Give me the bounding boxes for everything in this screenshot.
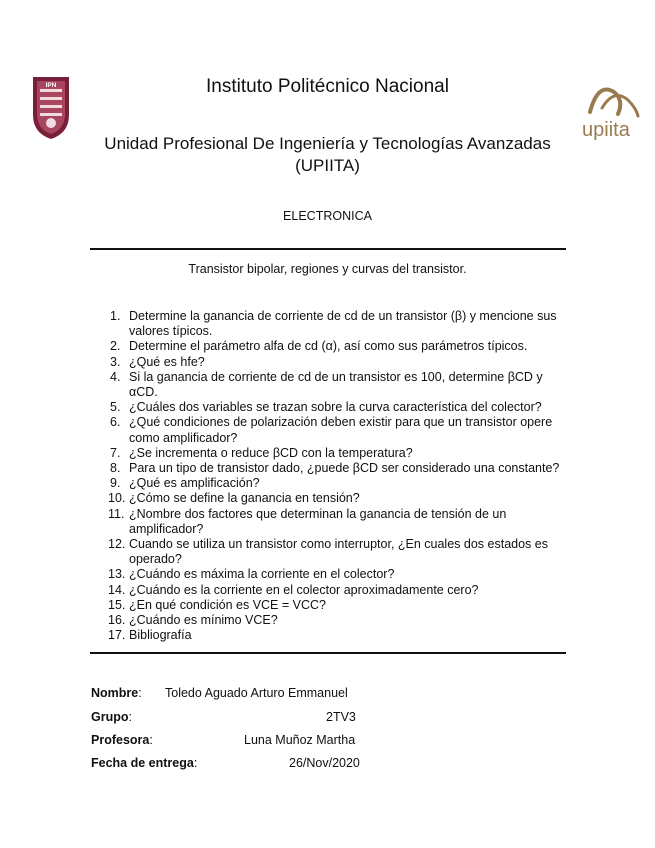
list-item: 17. Bibliografía: [108, 628, 192, 643]
topic-title: Transistor bipolar, regiones y curvas del transistor.: [188, 262, 467, 276]
svg-text:upiita: upiita: [582, 119, 630, 141]
nombre-sep: :: [138, 686, 142, 700]
fecha-sep: :: [193, 756, 198, 770]
question-list: [97, 309, 572, 643]
profesora-value: Luna Muñoz Martha: [244, 733, 356, 747]
list-item: 13. ¿Cuándo es máxima la corriente en el colector?: [108, 567, 395, 582]
list-item: 8. Para un tipo de transistor dado, ¿puede βCD ser considerado una constante?: [110, 461, 560, 476]
unit-title: [0, 133, 655, 177]
profesora-sep: :: [149, 733, 153, 747]
list-item: 10. ¿Cómo se define la ganancia en tensión?: [108, 491, 360, 506]
list-item: 15. ¿En qué condición es VCE = VCC?: [108, 597, 326, 612]
unit-title-line2: (UPIITA): [295, 156, 360, 175]
list-item: 1. Determine la ganancia de corriente de cd de un transistor (β) y mencione sus valores típicos.: [110, 309, 557, 339]
institution-title: Instituto Politécnico Nacional: [206, 76, 449, 97]
unit-title-line1: Unidad Profesional De Ingeniería y Tecnologías Avanzadas: [104, 134, 551, 153]
list-item: 7. ¿Se incrementa o reduce βCD con la temperatura?: [110, 445, 413, 460]
svg-text:IPN: IPN: [45, 82, 57, 89]
list-item: 5. ¿Cuáles dos variables se trazan sobre la curva característica del colector?: [110, 400, 542, 415]
list-item: 9. ¿Qué es amplificación?: [110, 476, 260, 491]
fecha-label: Fecha de entrega: [91, 756, 194, 770]
fecha-row: [91, 756, 360, 770]
grupo-value: 2TV3: [326, 710, 356, 724]
fecha-value: 26/Nov/2020: [289, 756, 360, 770]
list-item: 16. ¿Cuándo es mínimo VCE?: [108, 613, 278, 628]
top-divider: [90, 248, 566, 250]
grupo-row: [91, 710, 356, 724]
subject-label: ELECTRONICA: [283, 209, 372, 223]
profesora-label: Profesora: [91, 733, 150, 747]
list-item: 14. ¿Cuándo es la corriente en el colector aproximadamente cero?: [108, 582, 479, 597]
grupo-label: Grupo: [91, 710, 129, 724]
list-item: 4. Si la ganancia de corriente de cd de un transistor es 100, determine βCD y αCD.: [110, 369, 543, 400]
list-item: 6. ¿Qué condiciones de polarización deben existir para que un transistor opere como amplificador?: [110, 415, 553, 445]
profesora-row: [91, 733, 356, 747]
bottom-divider: [90, 652, 566, 654]
grupo-sep: :: [128, 710, 132, 724]
list-item: 2. Determine el parámetro alfa de cd (α), así como sus parámetros típicos.: [110, 339, 528, 354]
nombre-row: [91, 686, 348, 700]
nombre-label: Nombre: [91, 686, 139, 700]
list-item: 3. ¿Qué es hfe?: [110, 354, 205, 369]
list-item: 11. ¿Nombre dos factores que determinan la ganancia de tensión de un amplificador?: [108, 506, 507, 536]
nombre-value: Toledo Aguado Arturo Emmanuel: [165, 686, 348, 700]
list-item: 12. Cuando se utiliza un transistor como interruptor, ¿En cuales dos estados es operado?: [108, 537, 548, 567]
